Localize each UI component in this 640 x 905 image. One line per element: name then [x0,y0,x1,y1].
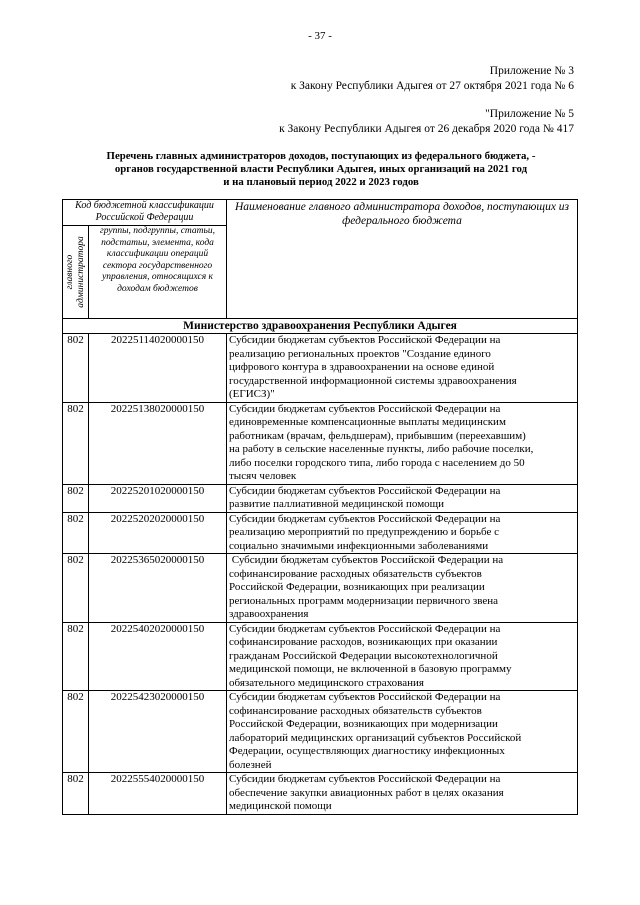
revenue-name-line: Федерации, осуществляющих диагностику инфекционных [229,745,505,757]
revenue-name-line: Субсидии бюджетам субъектов Российской Федерации на [229,402,501,415]
appendix-current-law: к Закону Республики Адыгея от 27 октября 2021 года № 6 [290,80,574,92]
classification-code-cell: 20225423020000150 [89,691,227,773]
revenue-name-cell [227,773,578,815]
revenue-name-line: на работу в сельские населенные пункты, либо рабочие поселки, [229,443,534,455]
admin-code-cell: 802 [63,512,89,554]
revenue-name-line: цифрового контура в здравоохранении на основе единой [229,361,495,373]
revenue-name-line: реализацию региональных проектов "Создание единого [229,347,491,360]
appendix-prior-number: "Приложение № 5 [485,108,574,120]
revenue-name-line: лабораторий медицинских организаций субъектов Российской [229,731,522,744]
revenue-name-line: (ЕГИСЗ)" [229,388,275,400]
table-row [63,773,578,815]
table-row [63,512,578,554]
revenue-name-line: социально значимыми инфекционными заболеваниями [229,539,489,552]
revenue-name-line: обеспечение закупки авиационных работ в целях оказания [229,786,504,799]
revenue-name-line: здравоохранения [229,608,309,620]
revenue-name-cell [227,691,578,773]
revenue-name-line: региональных программ модернизации первичного звена [229,594,499,607]
revenue-name-line: реализацию мероприятий по предупреждению и борьбе с [229,526,500,538]
page-number: - 37 - [308,30,332,42]
classification-code-cell: 20225365020000150 [89,554,227,623]
classification-code-cell: 20225402020000150 [89,622,227,691]
section-title: Министерство здравоохранения Республики Адыгея [63,319,578,334]
header-group-code: группы, подгруппы, статьи, подстатьи, элемента, кода классификации операций сектора государственного управления, относящихся к доходам бюджетов [89,226,227,319]
admin-code-cell: 802 [63,554,89,623]
revenue-name-line: Субсидии бюджетам субъектов Российской Федерации на [229,512,501,525]
table-row [63,691,578,773]
revenue-name-line: либо поселки городского типа, либо города с населением до 50 [229,456,525,469]
revenue-name-line: Субсидии бюджетам субъектов Российской Федерации на [229,622,501,635]
administrators-table [62,199,578,815]
revenue-name-line: софинансирование расходов, возникающих при оказании [229,636,498,648]
header-budget-code: Код бюджетной классификации Российской Федерации [63,200,227,226]
revenue-name-cell [227,402,578,484]
document-title-line: органов государственной власти Республики Адыгея, иных организаций на 2021 год [114,163,528,175]
revenue-name-line: Субсидии бюджетам субъектов Российской Федерации на [229,554,504,566]
document-title-line: Перечень главных администраторов доходов, поступающих из федерального бюджета, - [106,150,536,162]
revenue-name-line: Субсидии бюджетам субъектов Российской Федерации на [229,334,501,346]
admin-code-cell: 802 [63,402,89,484]
classification-code-cell: 20225138020000150 [89,402,227,484]
appendix-prior-law: к Закону Республики Адыгея от 26 декабря 2020 года № 417 [279,123,574,135]
admin-code-cell: 802 [63,484,89,512]
classification-code-cell: 20225554020000150 [89,773,227,815]
revenue-name-line: обязательного медицинского страхования [229,676,424,689]
revenue-name-line: работникам (врачам, фельдшерам), прибывшим (переехавшим) [229,429,526,442]
header-admin-line: администратора [75,236,86,308]
classification-code-cell: 20225201020000150 [89,484,227,512]
revenue-name-line: медицинской помощи [229,800,332,812]
table-row [63,484,578,512]
header-admin-vertical [65,236,87,308]
revenue-name-cell [227,334,578,403]
revenue-name-cell [227,512,578,554]
table-row [63,554,578,623]
table-row [63,334,578,403]
revenue-name-line: болезней [229,758,272,771]
classification-code-cell: 20225202020000150 [89,512,227,554]
revenue-name-line: Российской Федерации, возникающих при модернизации [229,718,498,730]
section-row [63,319,578,334]
revenue-name-line: Субсидии бюджетам субъектов Российской Федерации на [229,484,501,497]
revenue-name-line: развитие паллиативной медицинской помощи [229,498,445,510]
revenue-name-line: медицинской помощи, не включенной в базовую программу [229,663,512,675]
admin-code-cell: 802 [63,691,89,773]
revenue-name-line: софинансирование расходных обязательств субъектов [229,704,482,717]
revenue-name-line: государственной информационной системы здравоохранения [229,374,517,387]
header-administrator-name: Наименование главного администратора доходов, поступающих из федерального бюджета [227,200,578,319]
admin-code-cell: 802 [63,622,89,691]
table-header-row [63,200,578,226]
revenue-name-line: тысяч человек [229,470,297,482]
revenue-name-line: гражданам Российской Федерации высокотехнологичной [229,649,498,662]
revenue-name-cell [227,484,578,512]
revenue-name-cell [227,554,578,623]
header-admin-code [63,226,89,319]
document-title-line: и на плановый период 2022 и 2023 годов [223,176,419,188]
revenue-name-line: софинансирование расходных обязательств субъектов [229,567,482,580]
revenue-name-line: единовременные компенсационные выплаты медицинским [229,416,506,428]
classification-code-cell: 20225114020000150 [89,334,227,403]
appendix-current-number: Приложение № 3 [489,65,574,77]
revenue-name-line: Субсидии бюджетам субъектов Российской Федерации на [229,773,501,785]
revenue-name-cell [227,622,578,691]
document-title [66,150,576,189]
revenue-name-line: Субсидии бюджетам субъектов Российской Федерации на [229,691,501,703]
table-row [63,402,578,484]
admin-code-cell: 802 [63,773,89,815]
appendix-current [291,64,574,94]
appendix-prior [279,107,574,137]
table-row [63,622,578,691]
table-body [63,200,578,815]
revenue-name-line: Российской Федерации, возникающих при реализации [229,581,485,593]
header-admin-line: главного [64,254,75,290]
admin-code-cell: 802 [63,334,89,403]
